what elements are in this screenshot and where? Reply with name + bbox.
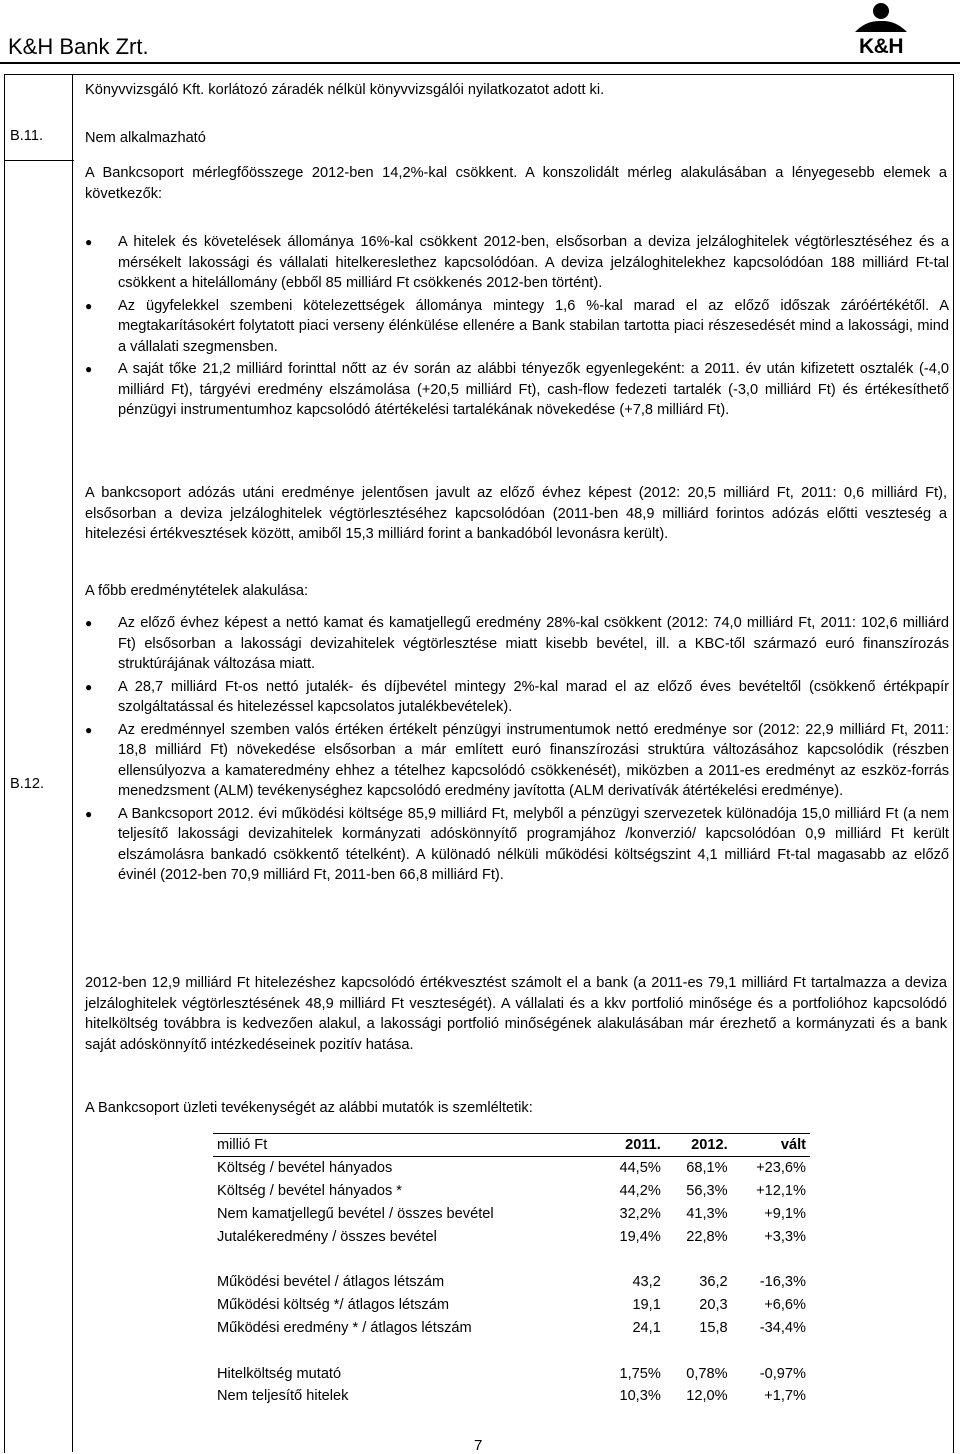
section-label-b11: B.11. xyxy=(10,128,43,144)
table-cell: +12,1% xyxy=(756,1183,806,1200)
table-spacer-row xyxy=(213,1248,810,1271)
b11-line2: Nem alkalmazható xyxy=(85,130,206,146)
list-item xyxy=(85,359,949,421)
table-cell: Hitelköltség mutató xyxy=(217,1365,342,1382)
bullet-text: A hitelek és követelések állománya 16%-kal csökkent 2012-ben, elsősorban a deviza jelzáloghitelek végtörlesztéséhez és a mérsékelt lakossági és vállalati hitelkereslethez kapcsolódóan. A deviza jelzáloghitelekhez kapcsolódóan 188 milliárd Ft-tal csökkent a hitelállomány (ebből 85 milliárd Ft csökkenés 2012-ben történt). xyxy=(118,234,949,291)
table-cell: 22,8% xyxy=(686,1228,728,1245)
bullet-text: Az előző évhez képest a nettó kamat és kamatjellegű eredmény 28%-kal csökkent (2012: 74,0 milliárd Ft, 2011: 102,6 milliárd Ft) elsősorban a lakossági devizahitelek végtörlesztése miatt kisebb bevétel, ill. a KBC-től származó euró finanszírozás struktúrájának változása miatt. xyxy=(118,615,949,672)
kh-logo-text: K&H xyxy=(859,35,903,58)
table-cell: 0,78% xyxy=(686,1365,728,1382)
table-row xyxy=(213,1203,810,1226)
table-cell: 36,2 xyxy=(699,1274,728,1291)
column-header: 2011. xyxy=(598,1134,665,1157)
table-cell: +3,3% xyxy=(764,1228,806,1245)
table-cell: Költség / bevétel hányados xyxy=(217,1160,393,1177)
table-cell: 43,2 xyxy=(632,1274,661,1291)
bullet-icon: ● xyxy=(85,679,93,694)
table-cell: -0,97% xyxy=(759,1365,806,1382)
table-cell: Nem kamatjellegű bevétel / összes bevétel xyxy=(217,1205,494,1222)
column-header: vált xyxy=(732,1134,810,1157)
income-bullet-list xyxy=(85,613,949,886)
table-cell: Működési eredmény * / átlagos létszám xyxy=(217,1319,472,1336)
bullet-text: A Bankcsoport 2012. évi működési költsége 85,9 milliárd Ft, melyből a pénzügyi szervezetek különadója 15,0 milliárd Ft (a nem teljesítő lakossági devizahitelek kormányzati adóskönnyítő programjához /konverzió/ kapcsolódóan 0,9 milliárd Ft került elszámolásra bankadó csökkentő tételként). A különadó nélküli működési költségszint 4,1 milliárd Ft-tal magasabb az előző évinél (2012-ben 70,9 milliárd Ft, 2011-ben 66,8 milliárd Ft). xyxy=(118,805,949,883)
table-row xyxy=(213,1317,810,1340)
kh-logo-symbol-icon xyxy=(843,2,919,36)
table-cell: -16,3% xyxy=(759,1274,806,1291)
table-cell: Működési költség */ átlagos létszám xyxy=(217,1297,449,1314)
table-row xyxy=(213,1225,810,1248)
kh-logo xyxy=(843,2,919,58)
table-cell: 1,75% xyxy=(619,1365,661,1382)
list-item xyxy=(85,613,949,675)
balance-bullet-list xyxy=(85,232,949,421)
table-row xyxy=(213,1157,810,1180)
table-row xyxy=(213,1180,810,1203)
b12-table-intro: A Bankcsoport üzleti tevékenységét az alábbi mutatók is szemléltetik: xyxy=(85,1100,533,1116)
table-row xyxy=(213,1385,810,1408)
list-item xyxy=(85,804,949,886)
table-cell: 32,2% xyxy=(619,1205,661,1222)
metrics-table xyxy=(213,1133,810,1408)
table-cell: 44,2% xyxy=(619,1183,661,1200)
section-label-b12: B.12. xyxy=(10,776,45,792)
b12-result-paragraph: A bankcsoport adózás utáni eredménye jelentősen javult az előző évhez képest (2012: 20,5 milliárd Ft, 2011: 0,6 milliárd Ft), elsősorban a deviza jelzáloghitelek végtörlesztéséhez kapcsolódóan (2011-ben 48,9 milliárd forintos adózás előtti veszteség a hitelezési értékvesztések között, amiből 15,3 milliárd forint a bankadóból levonásra került). xyxy=(85,485,947,542)
table-cell: 68,1% xyxy=(686,1160,728,1177)
table-cell: 41,3% xyxy=(686,1205,728,1222)
b12-intro: A Bankcsoport mérlegfőösszege 2012-ben 14,2%-kal csökkent. A konszolidált mérleg alakulásában a lényegesebb elemek a következők: xyxy=(85,165,947,202)
table-cell: 56,3% xyxy=(686,1183,728,1200)
table-cell: Jutalékeredmény / összes bevétel xyxy=(217,1228,437,1245)
bullet-text: A 28,7 milliárd Ft-os nettó jutalék- és díjbevétel mintegy 2%-kal marad el az előző éves bevételtől (csökkenő értékpapír szolgáltatással és hitelezéssel kapcsolatos jutalékbevételek). xyxy=(118,678,949,715)
table-cell: 15,8 xyxy=(699,1319,728,1336)
table-cell: 44,5% xyxy=(619,1160,661,1177)
bullet-icon: ● xyxy=(85,235,93,249)
bullet-icon: ● xyxy=(85,806,93,821)
table-cell: Nem teljesítő hitelek xyxy=(217,1388,349,1405)
table-row xyxy=(213,1362,810,1385)
row-divider xyxy=(4,160,74,161)
page-number: 7 xyxy=(474,1437,483,1454)
table-spacer-row xyxy=(213,1339,810,1362)
table-cell: 10,3% xyxy=(619,1388,661,1405)
bullet-icon: ● xyxy=(85,616,93,630)
b11-line1: Könyvvizsgáló Kft. korlátozó záradék nélkül könyvvizsgálói nyilatkozatot adott ki. xyxy=(85,82,605,98)
table-cell: Működési bevétel / átlagos létszám xyxy=(217,1274,445,1291)
bullet-icon: ● xyxy=(85,362,93,376)
bullet-text: Az eredménnyel szemben valós értéken értékelt pénzügyi instrumentumok nettó eredménye sor (2012: 22,9 milliárd Ft, 2011: 18,8 milliárd Ft) növekedése elsősorban a már említett euró finanszírozási struktúra változásához kapcsolódik (részben ellensúlyozva a kamateredmény ehhez a tételhez kapcsolódó csökkenését), miközben a 2011-es eredményt az eszköz-forrás menedzsment (ALM) tevékenységhez kapcsolódó eredmény javította (ALM derivatívák átértékelési eredménye). xyxy=(118,721,949,799)
list-item xyxy=(85,677,949,718)
column-header: millió Ft xyxy=(213,1134,598,1157)
header-rule xyxy=(0,62,960,64)
table-cell: -34,4% xyxy=(759,1319,806,1336)
table-cell: 20,3 xyxy=(699,1297,728,1314)
list-item xyxy=(85,232,949,294)
table-cell: +9,1% xyxy=(764,1205,806,1222)
b12-impairment-paragraph: 2012-ben 12,9 milliárd Ft hitelezéshez kapcsolódó értékvesztést számolt el a bank (a 2011-es 79,1 milliárd Ft tartalmazza a deviza jelzáloghitelek végtörlesztésének 48,9 milliárd Ft veszteségét). A vállalati és a kkv portfolió minősége és a portfolióhoz kapcsolódó hitelköltség továbbra is kedvezően alakul, a lakossági portfolió minőségének alakulásában már érezhető a kormányzati és a bank saját adóskönnyítő intézkedéseinek pozitív hatása. xyxy=(85,975,947,1053)
list-item xyxy=(85,720,949,802)
column-header: 2012. xyxy=(665,1134,732,1157)
list-item xyxy=(85,296,949,358)
bullet-text: Az ügyfelekkel szembeni kötelezettségek állománya mintegy 1,6 %-kal marad el az előző időszak záróértékétől. A megtakarításokért folytatott piaci verseny élénkülése ellenére a Bank stabilan tartotta piaci részesedését mind a lakossági, mind a vállalati szegmensben. xyxy=(118,297,949,355)
bullet-text: A saját tőke 21,2 milliárd forinttal nőtt az év során az alábbi tényezők egyenlegeként: a 2011. év után kifizetett osztalék (-4,0 milliárd Ft), tárgyévi eredmény elszámolása (+20,5 milliárd Ft), cash-flow fedezeti tartalék (-3,0 milliárd Ft) és értékesíthető pénzügyi instrumentumhoz kapcsolódó átértékelési tartalékának növekedése (+7,8 milliárd Ft). xyxy=(118,361,949,418)
table-cell: 19,4% xyxy=(619,1228,661,1245)
table-row xyxy=(213,1271,810,1294)
table-header-row xyxy=(213,1134,810,1157)
table-row xyxy=(213,1294,810,1317)
bullet-icon: ● xyxy=(85,722,93,737)
page-header-title: K&H Bank Zrt. xyxy=(8,34,149,59)
column-divider xyxy=(72,74,73,1452)
table-cell: 12,0% xyxy=(686,1388,728,1405)
b12-items-heading: A főbb eredménytételek alakulása: xyxy=(85,583,309,599)
table-cell: 24,1 xyxy=(632,1319,661,1336)
bullet-icon: ● xyxy=(85,298,93,313)
table-cell: +1,7% xyxy=(764,1388,806,1405)
table-cell: 19,1 xyxy=(632,1297,661,1314)
table-cell: +23,6% xyxy=(756,1160,806,1177)
table-cell: +6,6% xyxy=(764,1297,806,1314)
table-cell: Költség / bevétel hányados * xyxy=(217,1183,402,1200)
